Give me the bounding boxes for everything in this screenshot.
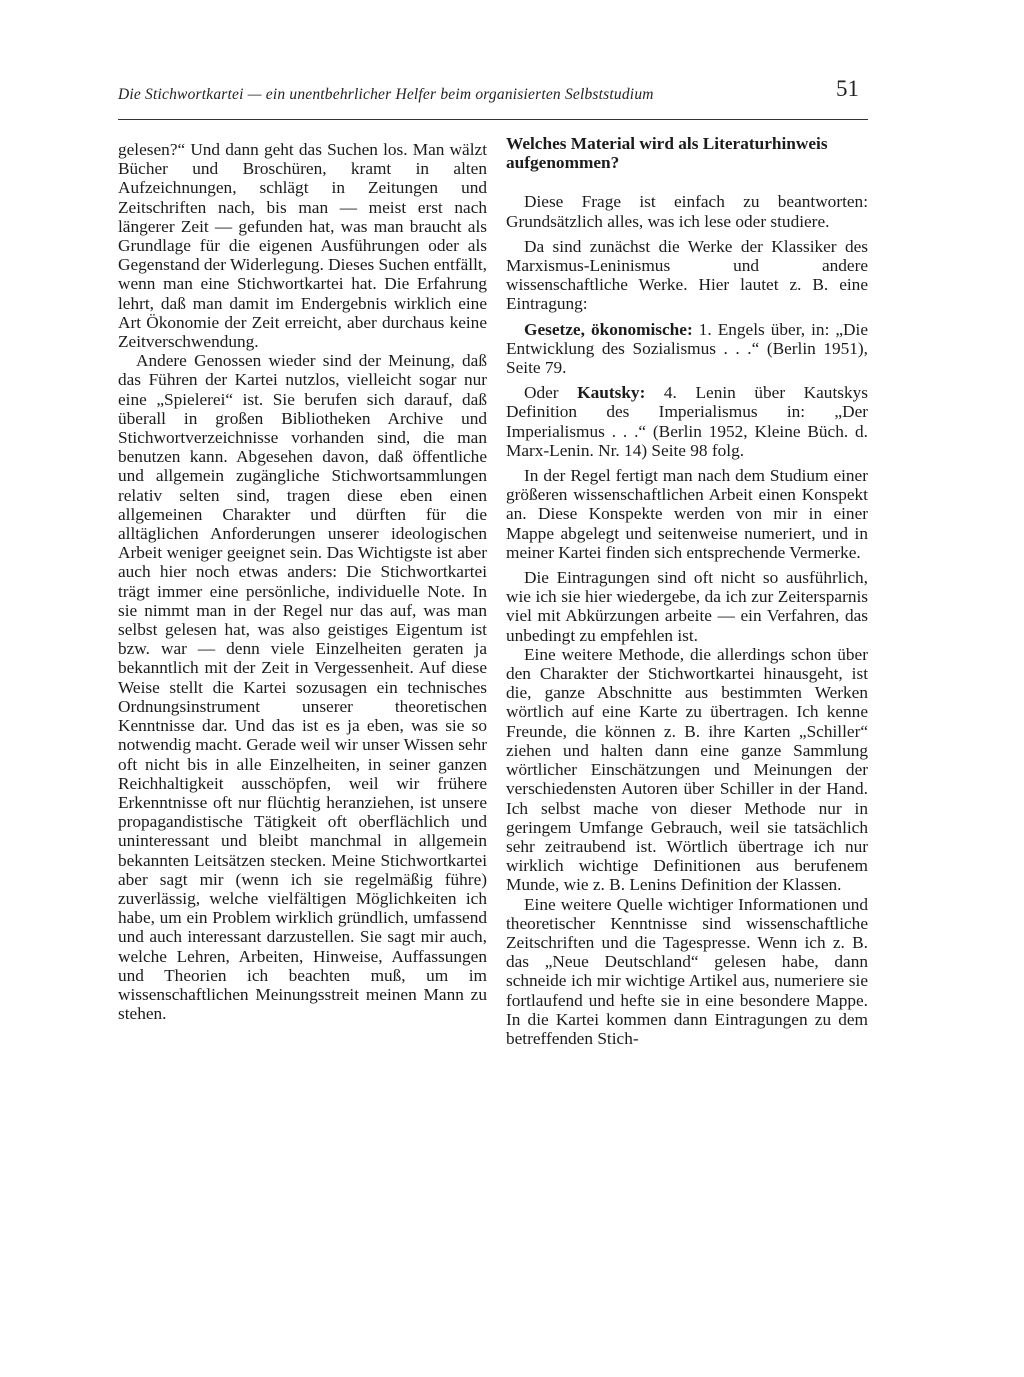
paragraph: Da sind zunächst die Werke der Klassiker des Marxismus-Leninismus und andere wissenschaftliche Werke. Hier lautet z. B. eine Eintragung: — [506, 236, 868, 314]
example-entry — [506, 383, 868, 460]
example-entry — [506, 320, 868, 378]
paragraph: In der Regel fertigt man nach dem Studium einer größeren wissenschaftlichen Arbeit einen Konspekt an. Diese Konspekte werden von mir in einer Mappe abgelegt und seitenweise numeriert, und in meiner Kartei finden sich entsprechende Vermerke. — [506, 466, 868, 562]
paragraph: Die Eintragungen sind oft nicht so ausführlich, wie ich sie hier wiedergebe, da ich zur Zeitersparnis viel mit Abkürzungen arbeite — ein Verfahren, das unbedingt zu empfehlen ist. — [506, 568, 868, 645]
header-rule — [118, 119, 868, 120]
entry-text: 1. Engels über, in: „Die Entwicklung des Sozialismus . . .“ (Berlin 1951), Seite 79. — [506, 319, 869, 378]
entry-keyword: Gesetze, ökonomische: — [524, 319, 693, 339]
paragraph: Andere Genossen wieder sind der Meinung, daß das Führen der Kartei nutzlos, vielleicht sogar nur eine „Spielerei“ ist. Sie berufen sich darauf, daß überall in großen Bibliotheken Archive und Stichwortverzeichnisse vorhanden sind, die man benutzen kann. Abgesehen davon, daß öffentliche und allgemein zugängliche Stichwortsammlungen relativ selten sind, tragen diese eben einen allgemeinen Charakter und dürften für die alltäglichen Anforderungen unserer ideologischen Arbeit weniger geeignet sein. Das Wichtigste ist aber auch hier noch etwas anders: Die Stichwortkartei trägt immer eine persönliche, individuelle Note. In sie nimmt man in der Regel nur das auf, was man selbst gelesen hat, was also geistiges Eigentum ist bzw. war — denn viele Einzelheiten geraten ja bekanntlich mit der Zeit in Vergessenheit. Auf diese Weise stellt die Kartei sozusagen ein technisches Ordnungsinstrument unserer theoretischen Kenntnisse dar. Und das ist es ja eben, was sie so notwendig macht. Gerade weil wir unser Wissen sehr oft nicht bis in alle Einzelheiten, in seiner ganzen Reichhaltigkeit ausschöpfen, weil wir frühere Erkenntnisse oft nur flüchtig heranziehen, ist unsere propagandistische Tätigkeit oft oberflächlich und uninteressant und bleibt manchmal in allgemein bekannten Leitsätzen stecken. Meine Stichwortkartei aber sagt mir (wenn ich sie regelmäßig führe) zuverlässig, welche vielfältigen Möglichkeiten ich habe, um ein Problem wirklich gründlich, umfassend und auch interessant darzustellen. Sie sagt mir auch, welche Lehren, Arbeiten, Hinweise, Auffassungen und Theorien ich beachten muß, um im wissenschaftlichen Meinungsstreit meinen Mann zu stehen. — [118, 351, 487, 1024]
right-column — [506, 134, 869, 1048]
page-number: 51 — [836, 76, 859, 101]
entry-keyword: Kautsky: — [577, 383, 646, 403]
paragraph: Eine weitere Methode, die allerdings schon über den Charakter der Stichwortkartei hinausgeht, ist die, ganze Abschnitte aus bestimmten Werken wörtlich auf eine Karte zu übertragen. Ich kenne Freunde, die können z. B. ihre Karten „Schiller“ ziehen und halten dann eine ganze Sammlung wörtlicher Einschätzungen und Meinungen der verschiedensten Autoren über Schiller in der Hand. Ich selbst mache von dieser Methode nur in geringem Umfange Gebrauch, weil sie tatsächlich sehr zeitraubend ist. Wörtlich übertrage ich nur wirklich wichtige Definitionen aus berufenem Munde, wie z. B. Lenins Definition der Klassen. — [506, 644, 868, 895]
paragraph: Eine weitere Quelle wichtiger Informationen und theoretischer Kenntnisse sind wissenschaftliche Zeitschriften und die Tagespresse. Wenn ich z. B. das „Neue Deutschland“ gelesen habe, dann schneide ich mir wichtige Artikel aus, numeriere sie fortlaufend und hefte sie in eine besondere Mappe. In die Kartei kommen dann Eintragungen zu dem betreffenden Stich- — [506, 894, 868, 1048]
entry-text: 4. Lenin über Kautskys Definition des Imperialismus in: „Der Imperialismus . . .“ (Berlin 1952, Kleine Büch. d. Marx-Lenin. Nr. 14) Seite 98 folg. — [506, 383, 868, 460]
paragraph: gelesen?“ Und dann geht das Suchen los. Man wälzt Bücher und Broschüren, kramt in alten Aufzeichnungen, schlägt in Zeitungen und Zeitschriften nach, bis man — meist erst nach längerer Zeit — gefunden hat, was man braucht als Grundlage für die eigenen Ausführungen oder als Gegenstand der Widerlegung. Dieses Suchen entfällt, wenn man eine Stichwortkartei hat. Die Erfahrung lehrt, daß man damit im Endergebnis wirklich eine Art Ökonomie der Zeit erreicht, aber durchaus keine Zeitverschwendung. — [118, 140, 487, 352]
paragraph: Diese Frage ist einfach zu beantworten: Grundsätzlich alles, was ich lese oder studiere. — [506, 192, 868, 231]
left-column — [118, 140, 487, 1023]
running-head: Die Stichwortkartei — ein unentbehrlicher Helfer beim organisierten Selbststudium — [118, 86, 654, 103]
section-heading: Welches Material wird als Literaturhinweis aufgenommen? — [506, 134, 828, 173]
entry-prefix: Oder — [524, 383, 578, 403]
